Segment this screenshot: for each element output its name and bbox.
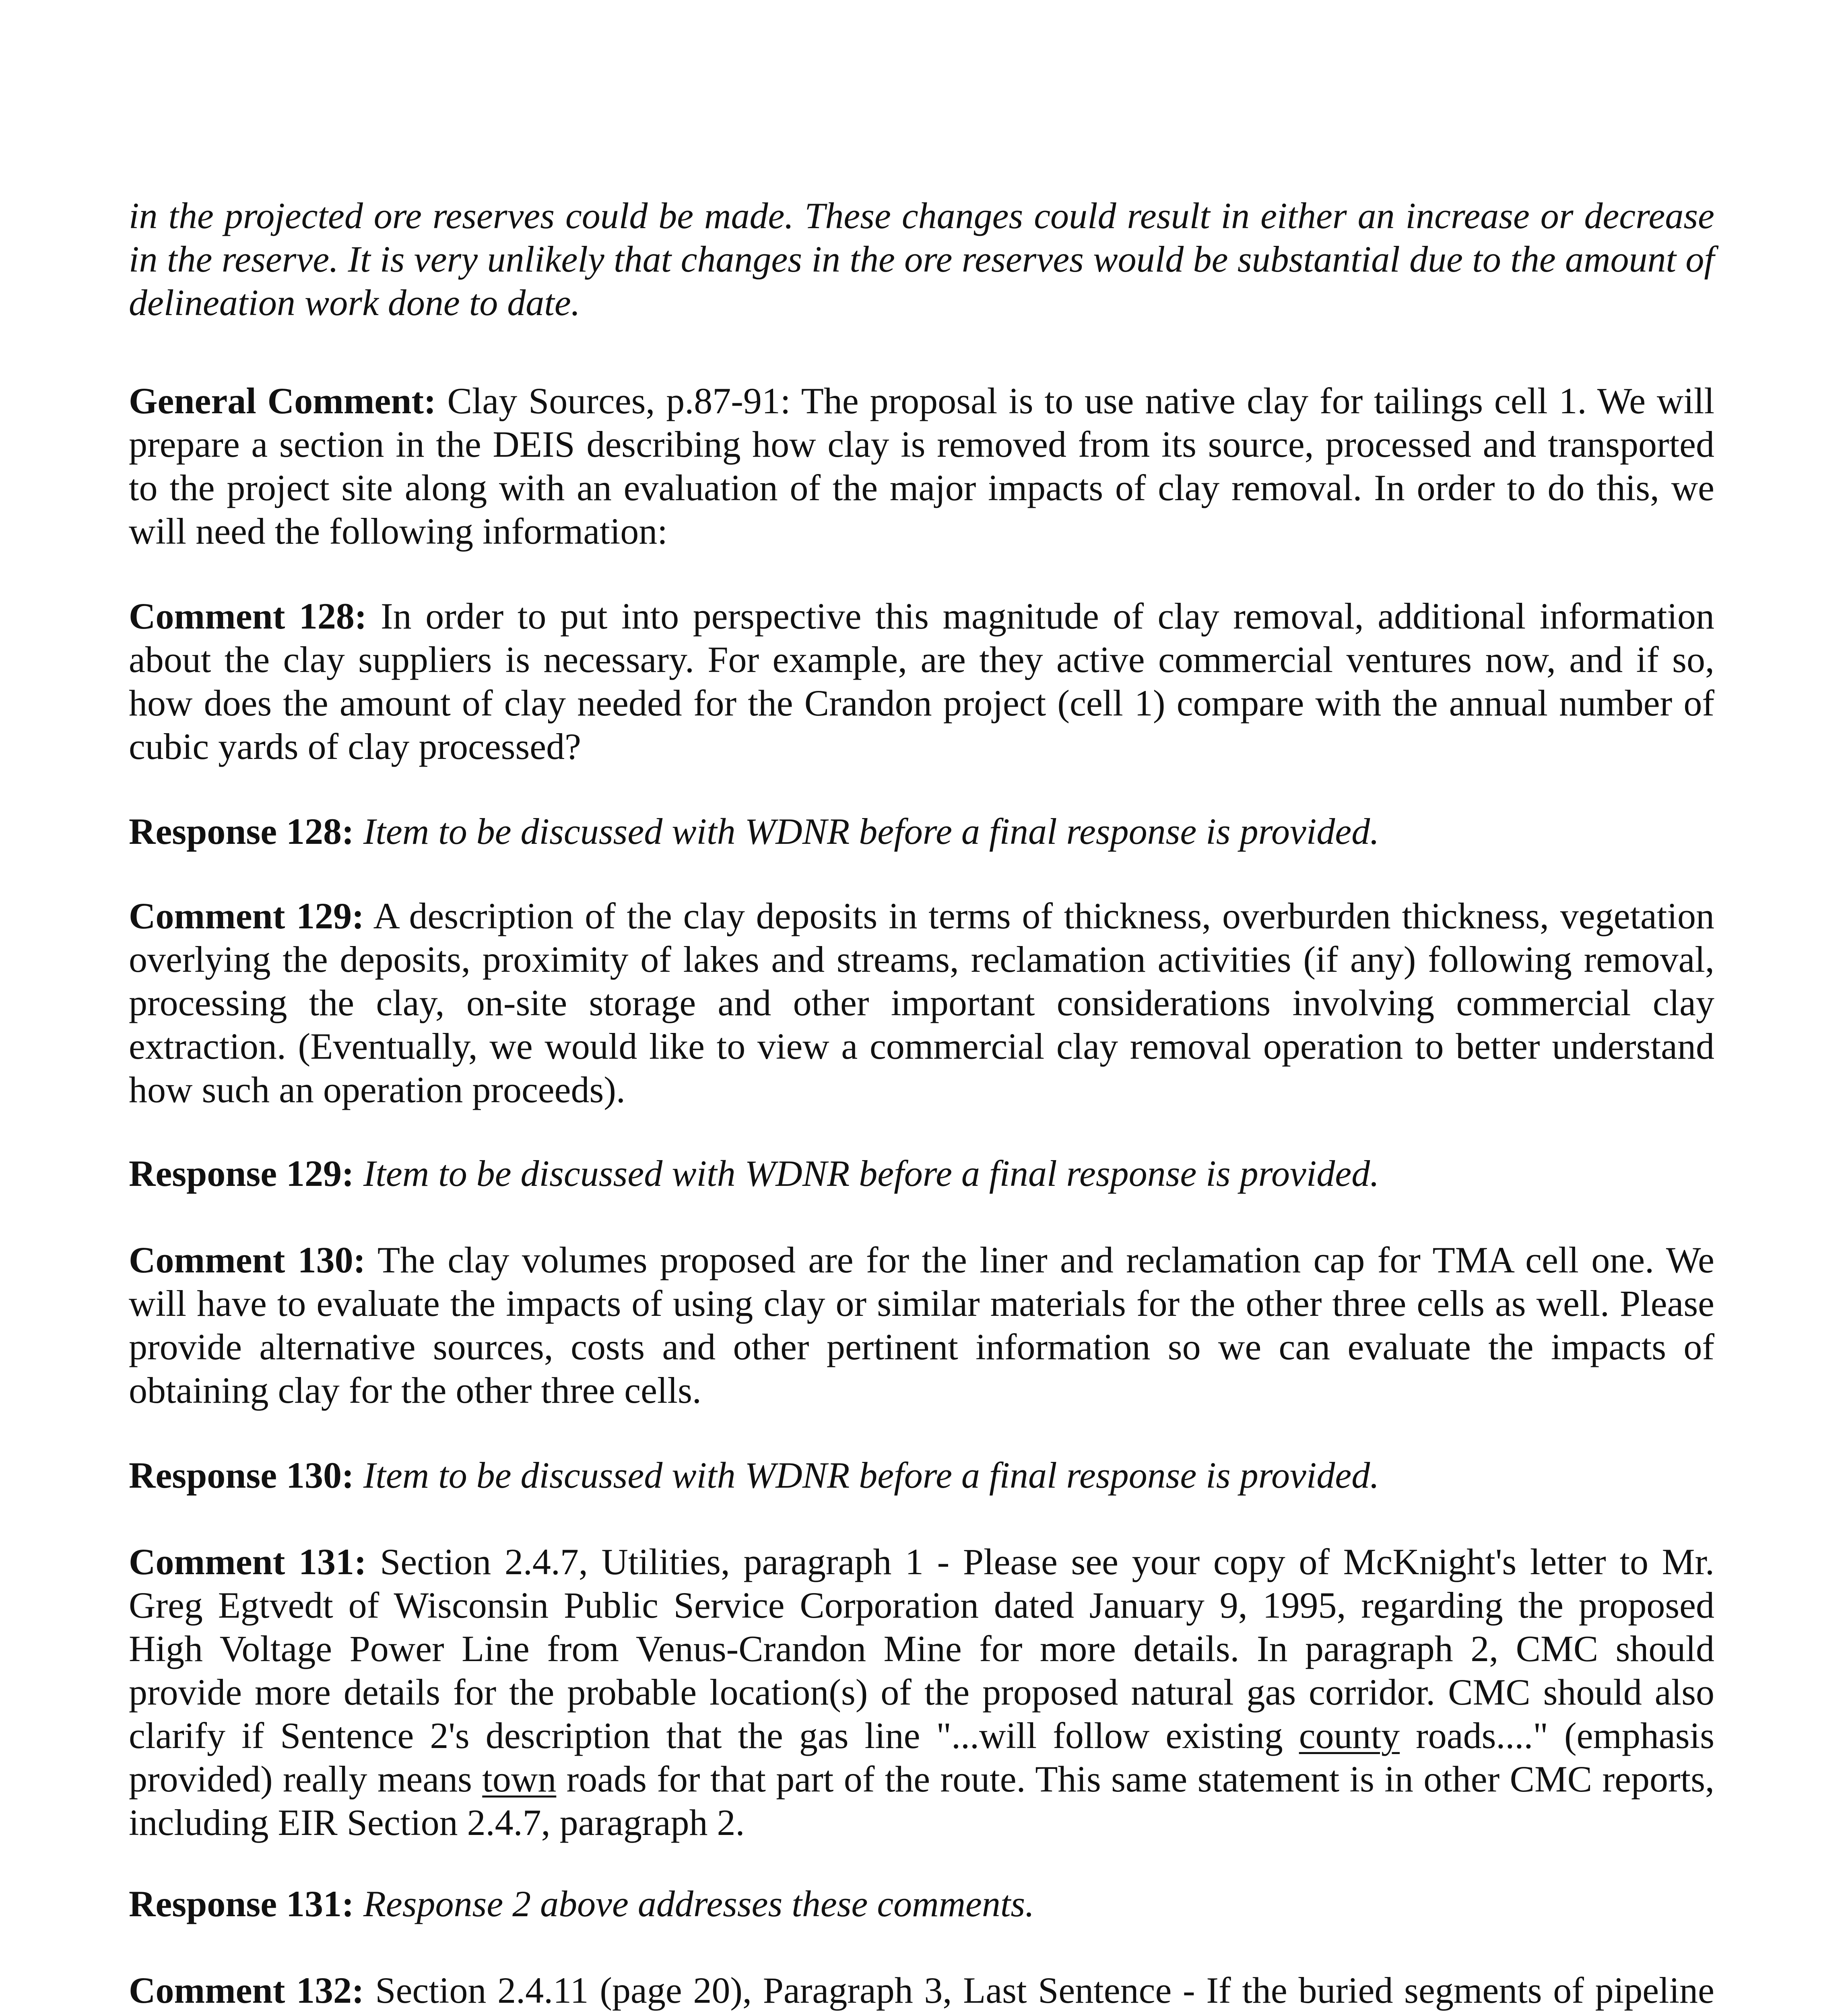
comment-129-paragraph xyxy=(129,894,1714,1111)
response-129-text: Item to be discussed with WDNR before a final response is provided. xyxy=(363,1153,1380,1194)
county-underlined-word: county xyxy=(1299,1715,1400,1756)
comment-130-paragraph xyxy=(129,1238,1714,1412)
response-130-label: Response 130: xyxy=(129,1455,354,1496)
comment-131-text-part-2: roads...." (emphasis provided) really means xyxy=(129,1715,1714,1800)
response-129-label: Response 129: xyxy=(129,1153,354,1194)
response-128-text: Item to be discussed with WDNR before a final response is provided. xyxy=(363,811,1380,852)
comment-131-label: Comment 131: xyxy=(129,1541,367,1582)
town-underlined-word: town xyxy=(482,1758,557,1800)
comment-128-label: Comment 128: xyxy=(129,596,367,637)
response-129-paragraph xyxy=(129,1152,1714,1195)
general-comment-text: Clay Sources, p.87-91: The proposal is to use native clay for tailings cell 1. We will prepare a section in the DEIS describing how clay is removed from its source, processed and transported to the project site along with an evaluation of the major impacts of clay removal. In order to do this, we will need the following information: xyxy=(129,380,1715,552)
response-128-label: Response 128: xyxy=(129,811,354,852)
comment-131-text-part-1: Section 2.4.7, Utilities, paragraph 1 - Please see your copy of McKnight's letter to Mr. Greg Egtvedt of Wisconsin Public Service Corporation dated January 9, 1995, regarding the proposed High Voltage Power Line from Venus-Crandon Mine for more details. In paragraph 2, CMC should provide more details for the probable location(s) of the proposed natural gas corridor. CMC should also clarify if Sentence 2's description that the gas line "...will follow existing xyxy=(129,1541,1714,1756)
comment-128-paragraph xyxy=(129,594,1714,768)
comment-130-text: The clay volumes proposed are for the liner and reclamation cap for TMA cell one. We will have to evaluate the impacts of using clay or similar materials for the other three cells as well. Please provide alternative sources, costs and other pertinent information so we can evaluate the impacts of obtaining clay for the other three cells. xyxy=(129,1239,1714,1411)
comment-129-text: A description of the clay deposits in terms of thickness, overburden thickness, vegetation overlying the deposits, proximity of lakes and streams, reclamation activities (if any) following removal, processing the clay, on-site storage and other important considerations involving commercial clay extraction. (Eventually, we would like to view a commercial clay removal operation to better understand how such an operation proceeds). xyxy=(129,895,1714,1110)
comment-131-text-part-3: roads for that part of the route. This same statement is in other CMC reports, including EIR Section 2.4.7, paragraph 2. xyxy=(129,1758,1714,1843)
response-128-paragraph xyxy=(129,810,1714,853)
response-130-paragraph xyxy=(129,1453,1714,1497)
intro-paragraph: in the projected ore reserves could be made. These changes could result in either an increase or decrease in the reserve. It is very unlikely that changes in the ore reserves would be substantial due to the amount of delineation work done to date. xyxy=(129,195,1714,323)
general-comment-label: General Comment: xyxy=(129,380,436,421)
comment-131-paragraph xyxy=(129,1540,1714,1844)
general-comment-paragraph xyxy=(129,379,1714,553)
response-131-text: Response 2 above addresses these comments. xyxy=(363,1883,1035,1924)
comment-130-label: Comment 130: xyxy=(129,1239,366,1280)
comment-129-label: Comment 129: xyxy=(129,895,364,936)
comment-128-text: In order to put into perspective this magnitude of clay removal, additional information about the clay suppliers is necessary. For example, are they active commercial ventures now, and if so, how does the amount of clay needed for the Crandon project (cell 1) compare with the annual number of cubic yards of clay processed? xyxy=(129,596,1714,767)
response-130-text: Item to be discussed with WDNR before a final response is provided. xyxy=(363,1455,1380,1496)
comment-132-text: Section 2.4.11 (page 20), Paragraph 3, Last Sentence - If the buried segments of pipeline xyxy=(375,1970,1714,2011)
comment-132-paragraph xyxy=(129,1969,1714,2012)
response-131-label: Response 131: xyxy=(129,1883,354,1924)
response-131-paragraph xyxy=(129,1882,1714,1925)
comment-132-label: Comment 132: xyxy=(129,1970,364,2011)
